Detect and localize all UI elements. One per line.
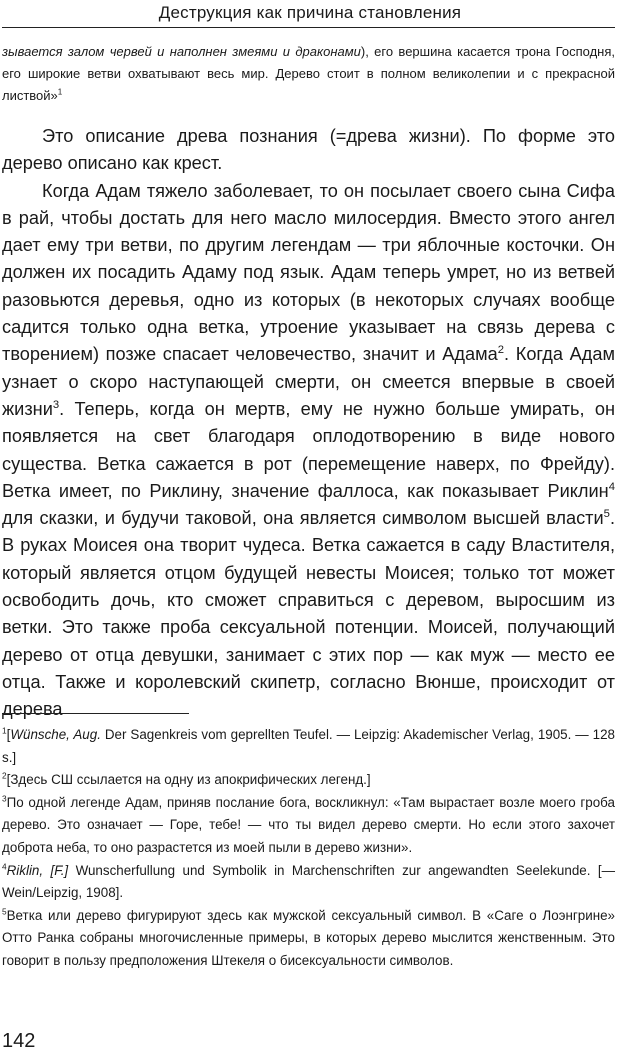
footnote-text: Wunscherfullung und Symbolik in Marchenschriften zur angewandten Seelekunde. [— Wein/Leipzig, 1908]. xyxy=(2,862,615,901)
paragraph-2-part-d: для сказки, и будучи таковой, она является символом высшей власти xyxy=(2,508,604,529)
footnotes xyxy=(2,724,615,973)
paragraph-2 xyxy=(2,178,615,724)
footnote-ref-2[interactable]: 2 xyxy=(497,344,504,357)
footnote-number: 3 xyxy=(2,793,7,804)
footnote-text: Der Sagenkreis vom geprellten Teufel. — Leipzig: Akademischer Verlag, 1905. — 128 s.] xyxy=(2,727,615,765)
footnote-text: [Здесь СШ ссылается на одну из апокрифических легенд.] xyxy=(6,772,371,788)
footnote-text: По одной легенде Адам, приняв послание бога, воскликнул: «Там вырастает возле моего гроба дерево. Это означает — Горе, тебе! — что ты видел дерево смерти. Но если этого захочет доброта неба, то оно разрастется из моей пыли в дерево жизни». xyxy=(2,794,615,855)
footnote-ref-3[interactable]: 3 xyxy=(52,398,60,411)
quote-continuation xyxy=(2,41,615,107)
paragraph-2-part-c: . Теперь, когда он мертв, ему не нужно больше умирать, он появляется на свет благодаря оплодотворению в виде нового существа. Ветка сажается в рот (перемещение наверх, по Фрейду). Ветка имеет, по Риклину, значение фаллоса, как показывает Риклин xyxy=(2,398,615,501)
footnote-5 xyxy=(2,905,615,973)
footnote-ref-4[interactable]: 4 xyxy=(608,480,615,493)
footnote-2 xyxy=(2,769,615,792)
quote-italic-lead: зывается залом червей и наполнен змеями и драконами xyxy=(2,44,361,59)
footnote-4 xyxy=(2,860,615,905)
running-header: Деструкция как причина становления xyxy=(158,3,462,22)
paragraph-2-part-b: . Когда Адам узнает о скоро наступающей смерти, он смеется впервые в своей жизни xyxy=(2,344,616,419)
paragraph-2-part-a: Когда Адам тяжело заболевает, то он посылает своего сына Сифа в рай, чтобы достать для него масло милосердия. Вместо этого ангел дает ему три ветви, по другим легендам — три яблочные косточки. Он должен их посадить Адаму под язык. Адам теперь умрет, но из ветвей разовьются деревья, одно из которых (в некоторых случаях вообще садится только одна ветка, утроение указывает на связь дерева с творением) позже спасает человечество, значит и Адама xyxy=(2,180,615,365)
footnote-rule xyxy=(2,713,189,714)
footnote-text: Ветка или дерево фигурируют здесь как мужской сексуальный символ. В «Саге о Лоэнгрине» Отто Ранка собраны многочисленные примеры, в которых дерево мыслится женственным. Это говорит в пользу предположения Штекеля о бисексуальности символов. xyxy=(2,907,615,968)
paragraph-2-part-e: . В руках Моисея она творит чудеса. Ветка сажается в саду Властителя, который является отцом будущей невесты Моисея; только тот может освободить дочь, кто сможет справиться с деревом, выросшим из ветки. Это также проба сексуальной потенции. Моисей, получающий дерево от отца девушки, занимает с этих пор — как муж — место ее отца. Также и королевский скипетр, согласно Вюнше, происходит от дерева xyxy=(2,508,615,720)
header-rule xyxy=(2,27,615,28)
footnote-author: Wünsche, Aug. xyxy=(10,727,101,742)
footnote-3 xyxy=(2,792,615,860)
footnote-number: 4 xyxy=(2,861,7,872)
footnote-number: 2 xyxy=(2,770,7,781)
paragraph-1: Это описание древа познания (=древа жизни). По форме это дерево описано как крест. xyxy=(2,126,615,174)
footnote-author: Riklin, [F.] xyxy=(6,862,69,878)
footnote-1 xyxy=(2,724,615,769)
footnote-ref-1[interactable]: 1 xyxy=(57,87,63,97)
main-text xyxy=(2,123,615,724)
footnote-ref-5[interactable]: 5 xyxy=(603,508,610,521)
footnote-number: 5 xyxy=(2,906,7,917)
page-number: 142 xyxy=(2,1030,36,1052)
footnote-bracket: [ xyxy=(6,727,11,742)
footnote-number: 1 xyxy=(2,725,7,736)
quote-text: ), его вершина касается трона Господня, его широкие ветви охватывают весь мир. Дерево стоит в полном великолепии и с прекрасной листвой» xyxy=(2,44,615,103)
